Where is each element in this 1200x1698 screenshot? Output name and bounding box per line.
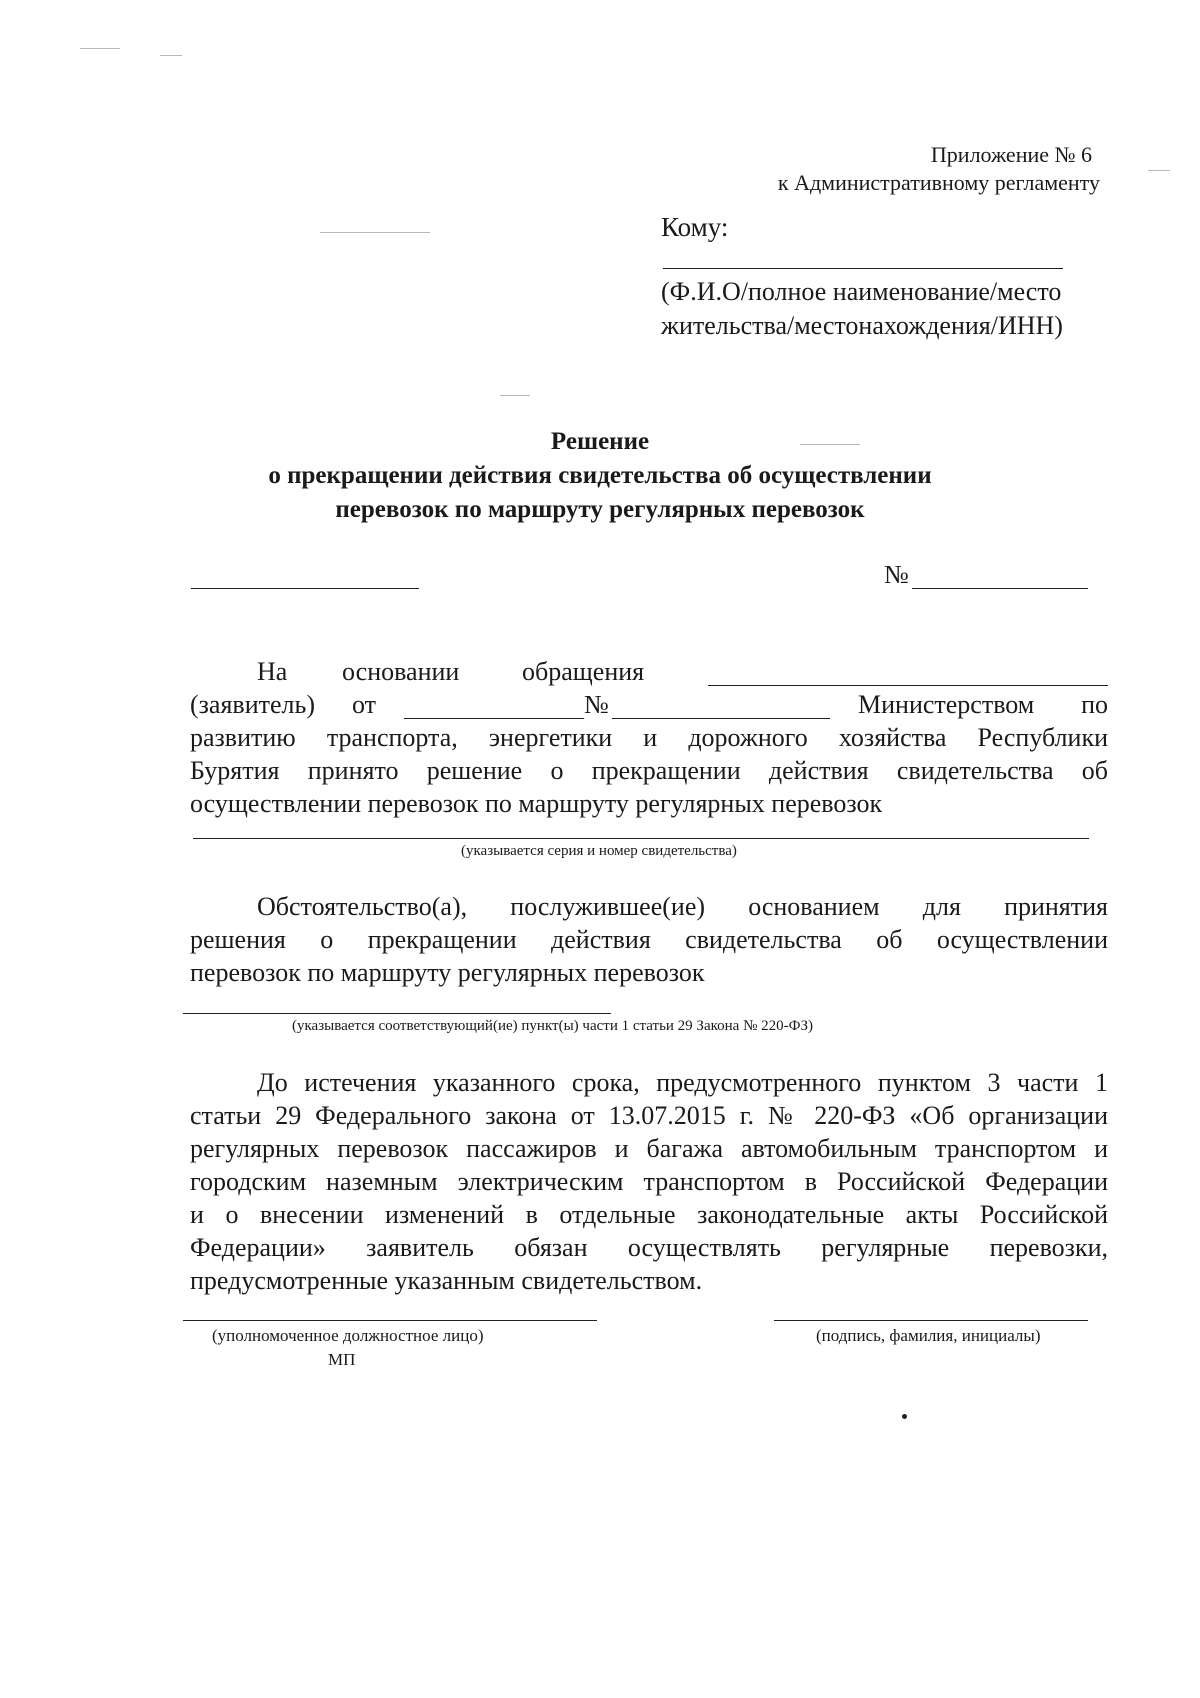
paragraph-2-line2: решения о прекращении действия свидетельства об осуществлении	[190, 925, 1108, 954]
signature-caption: (подпись, фамилия, инициалы)	[816, 1326, 1041, 1345]
paragraph-1-word: обращения	[522, 657, 645, 686]
paragraph-3-line2: статьи 29 Федерального закона от 13.07.2015 г. № 220-ФЗ «Об организации	[190, 1101, 1108, 1130]
paragraph-1-word: На	[257, 657, 288, 686]
number-blank-line[interactable]	[912, 588, 1088, 589]
paragraph-1-line5: осуществлении перевозок по маршруту регулярных перевозок	[190, 789, 883, 818]
applicant-blank-line[interactable]	[708, 685, 1108, 686]
paragraph-1-applicant: (заявитель)	[190, 690, 316, 719]
date-blank-line[interactable]	[191, 588, 419, 589]
paragraph-3	[190, 1066, 1108, 1297]
scan-speck	[500, 395, 530, 396]
paragraph-2-line1: Обстоятельство(а), послужившее(ие) основанием для принятия	[257, 892, 1108, 921]
paragraph-3-line5: и о внесении изменений в отдельные законодательные акты Российской	[190, 1200, 1108, 1229]
number-sign: №	[884, 560, 909, 589]
paragraph-1-line4: Бурятия принято решение о прекращении действия свидетельства об	[190, 756, 1108, 785]
official-caption: (уполномоченное должностное лицо)	[212, 1326, 484, 1345]
paragraph-3-line1: До истечения указанного срока, предусмотренного пунктом 3 части 1	[257, 1068, 1108, 1097]
appeal-date-blank-line[interactable]	[404, 718, 584, 719]
paragraph-1-line3: развитию транспорта, энергетики и дорожного хозяйства Республики	[190, 723, 1108, 752]
scan-speck	[1148, 170, 1170, 171]
certificate-caption: (указывается серия и номер свидетельства)	[461, 843, 737, 859]
recipient-caption-line2: жительства/местонахождения/ИНН)	[661, 311, 1063, 340]
appendix-number: Приложение № 6	[930, 142, 1092, 167]
paragraph-3-line3: регулярных перевозок пассажиров и багажа автомобильным транспортом и	[190, 1134, 1108, 1163]
scan-speck	[80, 48, 120, 49]
paragraph-1	[190, 655, 1108, 820]
document-title: Решение	[550, 428, 650, 455]
paragraph-3-line4: городским наземным электрическим транспортом в Российской Федерации	[190, 1167, 1108, 1196]
circumstances-blank-line[interactable]	[183, 1013, 611, 1014]
ink-dot	[902, 1414, 907, 1419]
recipient-blank-line[interactable]	[663, 268, 1063, 269]
recipient-caption-line1: (Ф.И.О/полное наименование/место	[661, 277, 1062, 306]
paragraph-1-from: от	[352, 690, 377, 719]
paragraph-1-number-sign: №	[584, 690, 609, 719]
circumstances-caption: (указывается соответствующий(ие) пункт(ы) части 1 статьи 29 Закона № 220-ФЗ)	[292, 1018, 813, 1034]
paragraph-1-ministry: Министерством по	[858, 690, 1108, 719]
certificate-blank-line[interactable]	[193, 838, 1089, 839]
document-title-subline2: перевозок по маршруту регулярных перевозок	[335, 496, 865, 523]
scan-speck	[160, 55, 182, 56]
official-blank-line[interactable]	[183, 1320, 597, 1321]
stamp-label: МП	[328, 1350, 356, 1369]
paragraph-3-line6: Федерации» заявитель обязан осуществлять регулярные перевозки,	[190, 1233, 1108, 1262]
paragraph-1-line1	[190, 655, 1108, 688]
appendix-regulation: к Административному регламенту	[777, 170, 1100, 195]
paragraph-2-line3: перевозок по маршруту регулярных перевозок	[190, 958, 705, 987]
paragraph-1-line2	[190, 688, 1108, 721]
paragraph-2	[190, 890, 1108, 989]
recipient-caption	[661, 275, 1063, 343]
paragraph-3-line7: предусмотренные указанным свидетельством.	[190, 1266, 703, 1295]
appeal-number-blank-line[interactable]	[612, 718, 830, 719]
document-title-subline1: о прекращении действия свидетельства об осуществлении	[268, 462, 932, 489]
signature-blank-line[interactable]	[774, 1320, 1088, 1321]
scan-speck	[320, 232, 430, 233]
paragraph-1-word: основании	[342, 657, 460, 686]
recipient-label: Кому:	[661, 212, 729, 242]
